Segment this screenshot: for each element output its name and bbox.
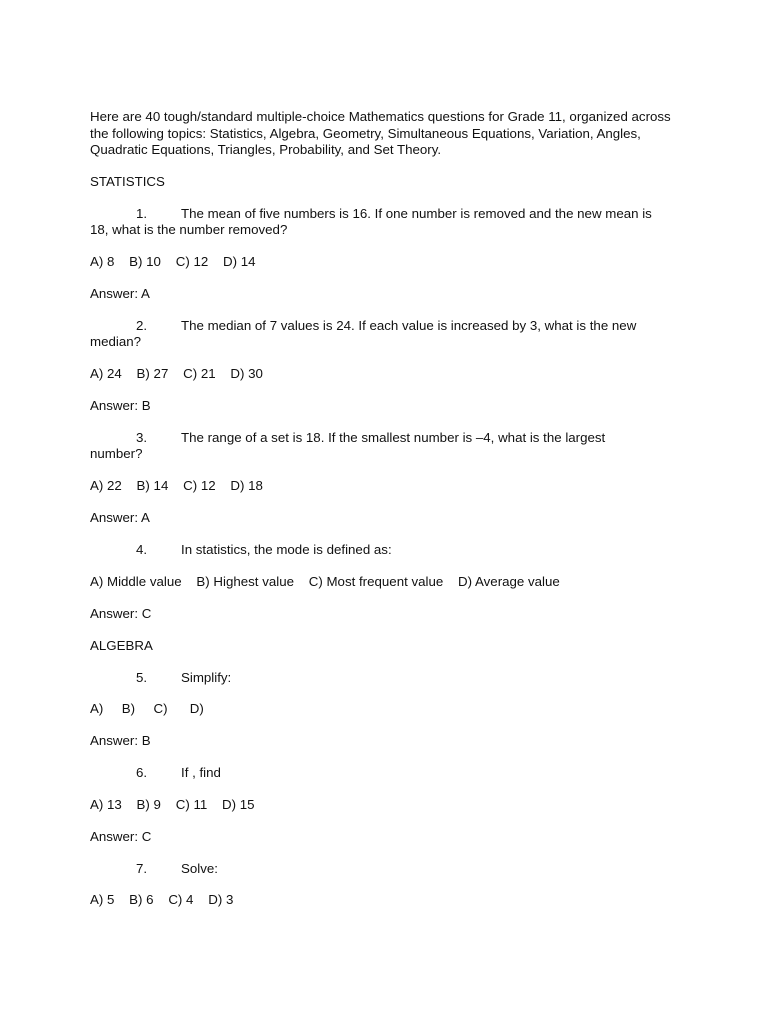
question-number: 5. [136,670,148,685]
question-text: If , find [181,765,221,780]
question-text-continued: 18, what is the number removed? [90,222,288,237]
answer-options: A) Middle value B) Highest value C) Most frequent value D) Average value [90,574,560,589]
answer-key: Answer: C [90,606,152,621]
question-number: 4. [136,542,148,557]
answer-key: Answer: C [90,829,152,844]
answer-options: A) B) C) D) [90,701,204,716]
question-text: Solve: [181,861,218,876]
answer-key: Answer: B [90,733,151,748]
question-number: 3. [136,430,148,445]
question-text: In statistics, the mode is defined as: [181,542,392,557]
answer-options: A) 5 B) 6 C) 4 D) 3 [90,892,234,907]
answer-options: A) 22 B) 14 C) 12 D) 18 [90,478,263,493]
question-text: The median of 7 values is 24. If each value is increased by 3, what is the new [181,318,637,333]
question-text-continued: median? [90,334,142,349]
section-heading-statistics: STATISTICS [90,174,165,189]
question-text-continued: number? [90,446,143,461]
answer-key: Answer: B [90,398,151,413]
section-heading-algebra: ALGEBRA [90,638,153,653]
question-number: 7. [136,861,148,876]
question-text: The mean of five numbers is 16. If one number is removed and the new mean is [181,206,652,221]
question-text: Simplify: [181,670,232,685]
answer-key: Answer: A [90,510,150,525]
answer-options: A) 13 B) 9 C) 11 D) 15 [90,797,255,812]
answer-options: A) 24 B) 27 C) 21 D) 30 [90,366,263,381]
answer-key: Answer: A [90,286,150,301]
intro-paragraph: Here are 40 tough/standard multiple-choice Mathematics questions for Grade 11, organized across the following topics: Statistics, Algebra, Geometry, Simultaneous Equations, Variation, Angles, Quadratic Equations, Triangles, Probability, and Set Theory. [90,109,671,157]
question-number: 1. [136,206,148,221]
question-text: The range of a set is 18. If the smallest number is –4, what is the largest [181,430,606,445]
question-number: 6. [136,765,148,780]
question-number: 2. [136,318,148,333]
answer-options: A) 8 B) 10 C) 12 D) 14 [90,254,256,269]
